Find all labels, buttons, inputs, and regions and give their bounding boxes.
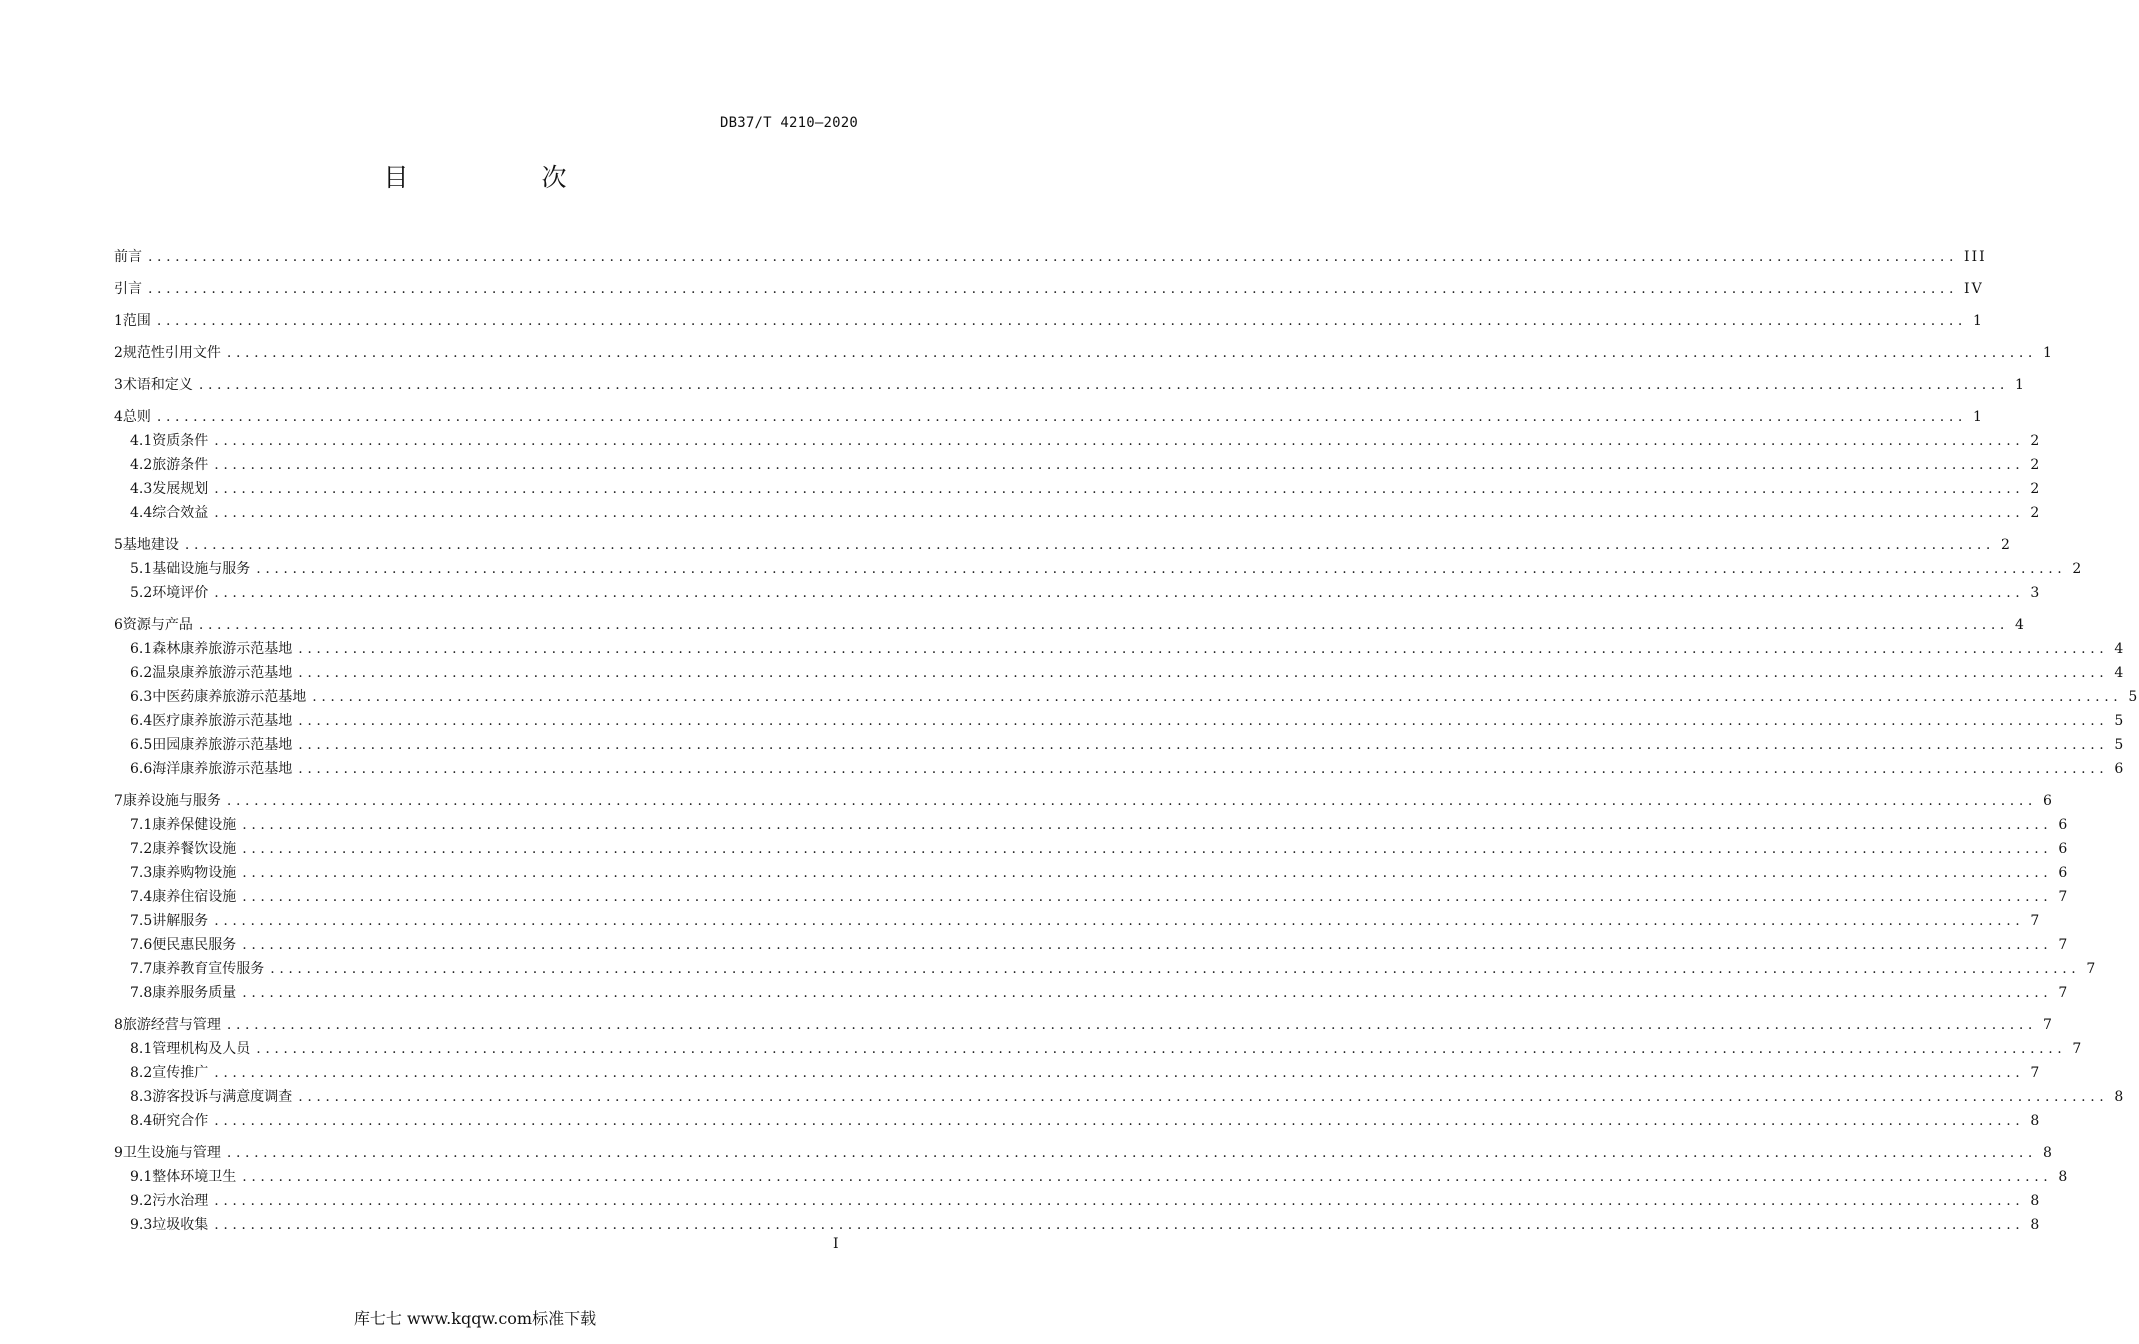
toc-entry-page: 6 bbox=[2058, 817, 2070, 833]
toc-subentry[interactable] bbox=[130, 478, 2042, 500]
toc-dot-leader: ........................................................................................................................................................................................................ bbox=[214, 1193, 2025, 1209]
toc-entry-label: 管理机构及人员 bbox=[152, 1041, 251, 1057]
toc-subentry[interactable] bbox=[130, 662, 2126, 684]
toc-entry-number: 6.5 bbox=[130, 737, 153, 753]
toc-entry-label: 康养住宿设施 bbox=[152, 889, 237, 905]
toc-entry-label: 规范性引用文件 bbox=[122, 345, 221, 361]
toc-entry-number: 4.4 bbox=[130, 505, 153, 521]
toc-subentry[interactable] bbox=[130, 814, 2070, 836]
toc-entry[interactable] bbox=[114, 342, 2054, 364]
toc-dot-leader: ........................................................................................................................................................................................................ bbox=[242, 937, 2053, 953]
toc-entry-label: 森林康养旅游示范基地 bbox=[152, 641, 293, 657]
toc-subentry[interactable] bbox=[130, 430, 2042, 452]
footer-watermark-text: 库七七 www.kqqw.com标准下载 bbox=[353, 1309, 597, 1328]
toc-dot-leader: ........................................................................................................................................................................................................ bbox=[214, 585, 2025, 601]
toc-dot-leader: ........................................................................................................................................................................................................ bbox=[214, 1217, 2025, 1233]
toc-entry-label: 整体环境卫生 bbox=[152, 1169, 237, 1185]
toc-entry-number: 7.2 bbox=[130, 841, 153, 857]
toc-entry-number: 6.3 bbox=[130, 689, 153, 705]
toc-entry-number: 4 bbox=[114, 409, 123, 425]
toc-entry-page: 6 bbox=[2058, 841, 2070, 857]
toc-entry-number: 6.1 bbox=[130, 641, 153, 657]
toc-dot-leader: ........................................................................................................................................................................................................ bbox=[242, 865, 2053, 881]
toc-subentry[interactable] bbox=[130, 1110, 2042, 1132]
toc-entry-label: 前言 bbox=[114, 249, 142, 265]
toc-entry-number: 8 bbox=[114, 1017, 123, 1033]
toc-dot-leader: ........................................................................................................................................................................................................ bbox=[156, 313, 1967, 329]
toc-subentry[interactable] bbox=[130, 838, 2070, 860]
toc-entry-page: 8 bbox=[2030, 1217, 2042, 1233]
toc-dot-leader: ........................................................................................................................................................................................................ bbox=[226, 345, 2037, 361]
toc-entry-number: 9.1 bbox=[130, 1169, 153, 1185]
toc-entry-number: 8.3 bbox=[130, 1089, 153, 1105]
toc-entry-page: 2 bbox=[2030, 481, 2042, 497]
toc-entry-label: 总则 bbox=[122, 409, 151, 425]
toc-entry-label: 卫生设施与管理 bbox=[122, 1145, 221, 1161]
toc-entry-page: 8 bbox=[2114, 1089, 2126, 1105]
toc-dot-leader: ........................................................................................................................................................................................................ bbox=[298, 737, 2109, 753]
toc-entry-number: 9.2 bbox=[130, 1193, 153, 1209]
toc-entry-label: 垃圾收集 bbox=[152, 1217, 209, 1233]
toc-entry-label: 旅游条件 bbox=[152, 457, 209, 473]
toc-entry[interactable] bbox=[114, 614, 2026, 636]
toc-entry-label: 资源与产品 bbox=[122, 617, 193, 633]
toc-dot-leader: ........................................................................................................................................................................................................ bbox=[214, 481, 2025, 497]
toc-entry-page: 4 bbox=[2014, 617, 2026, 633]
toc-dot-leader: ........................................................................................................................................................................................................ bbox=[270, 961, 2081, 977]
toc-entry-label: 讲解服务 bbox=[152, 913, 209, 929]
toc-dot-leader: ........................................................................................................................................................................................................ bbox=[156, 409, 1967, 425]
toc-entry-number: 3 bbox=[114, 377, 123, 393]
toc-dot-leader: ........................................................................................................................................................................................................ bbox=[214, 433, 2025, 449]
toc-subentry[interactable] bbox=[130, 502, 2042, 524]
toc-subentry[interactable] bbox=[130, 734, 2126, 756]
toc-subentry[interactable] bbox=[130, 1214, 2042, 1236]
toc-entry-page: 5 bbox=[2114, 713, 2126, 729]
toc-dot-leader: ........................................................................................................................................................................................................ bbox=[214, 1113, 2025, 1129]
toc-entry-label: 康养购物设施 bbox=[152, 865, 237, 881]
toc-entry-page: 1 bbox=[1972, 313, 1984, 329]
toc-entry-page: 8 bbox=[2030, 1193, 2042, 1209]
toc-entry-page: 2 bbox=[2030, 433, 2042, 449]
toc-entry-page: 8 bbox=[2058, 1169, 2070, 1185]
toc-dot-leader: ........................................................................................................................................................................................................ bbox=[214, 913, 2025, 929]
toc-subentry[interactable] bbox=[130, 1062, 2042, 1084]
toc-entry-number: 6.4 bbox=[130, 713, 153, 729]
toc-entry-number: 6.6 bbox=[130, 761, 153, 777]
toc-subentry[interactable] bbox=[130, 758, 2126, 780]
toc-entry[interactable] bbox=[114, 278, 1984, 300]
toc-entry-page: 5 bbox=[2114, 737, 2126, 753]
toc-entry[interactable] bbox=[114, 310, 1984, 332]
toc-entry-label: 资质条件 bbox=[152, 433, 209, 449]
toc-entry[interactable] bbox=[114, 246, 1987, 268]
toc-entry-number: 6 bbox=[114, 617, 123, 633]
toc-subentry[interactable] bbox=[130, 454, 2042, 476]
toc-dot-leader: ........................................................................................................................................................................................................ bbox=[242, 889, 2053, 905]
toc-subentry[interactable] bbox=[130, 934, 2070, 956]
toc-subentry[interactable] bbox=[130, 1038, 2084, 1060]
toc-entry-number: 5.1 bbox=[130, 561, 153, 577]
toc-entry-label: 宣传推广 bbox=[152, 1065, 209, 1081]
toc-dot-leader: ........................................................................................................................................................................................................ bbox=[312, 689, 2123, 705]
toc-entry-page: 1 bbox=[2042, 345, 2054, 361]
toc-entry-label: 康养教育宣传服务 bbox=[152, 961, 265, 977]
toc-entry-page: IV bbox=[1964, 281, 1984, 297]
toc-entry-number: 7.5 bbox=[130, 913, 153, 929]
toc-entry-label: 便民惠民服务 bbox=[152, 937, 237, 953]
toc-dot-leader: ........................................................................................................................................................................................................ bbox=[256, 1041, 2067, 1057]
toc-entry-page: 7 bbox=[2042, 1017, 2054, 1033]
toc-subentry[interactable] bbox=[130, 1190, 2042, 1212]
toc-entry-number: 2 bbox=[114, 345, 123, 361]
toc-entry-page: 7 bbox=[2058, 937, 2070, 953]
toc-entry-page: 8 bbox=[2042, 1145, 2054, 1161]
toc-entry-label: 温泉康养旅游示范基地 bbox=[152, 665, 293, 681]
toc-entry-page: 7 bbox=[2030, 913, 2042, 929]
toc-entry-number: 1 bbox=[114, 313, 123, 329]
toc-entry-label: 基础设施与服务 bbox=[152, 561, 251, 577]
toc-dot-leader: ........................................................................................................................................................................................................ bbox=[226, 1145, 2037, 1161]
toc-dot-leader: ........................................................................................................................................................................................................ bbox=[298, 665, 2109, 681]
toc-dot-leader: ........................................................................................................................................................................................................ bbox=[184, 537, 1995, 553]
toc-dot-leader: ........................................................................................................................................................................................................ bbox=[242, 1169, 2053, 1185]
toc-entry-page: 2 bbox=[2030, 505, 2042, 521]
toc-entry-label: 环境评价 bbox=[152, 585, 209, 601]
toc-entry-label: 旅游经营与管理 bbox=[122, 1017, 221, 1033]
toc-dot-leader: ........................................................................................................................................................................................................ bbox=[256, 561, 2067, 577]
toc-entry-label: 基地建设 bbox=[122, 537, 179, 553]
toc-entry-number: 7.3 bbox=[130, 865, 153, 881]
toc-entry-page: 1 bbox=[1972, 409, 1984, 425]
toc-entry-page: 7 bbox=[2058, 889, 2070, 905]
toc-subentry[interactable] bbox=[130, 638, 2126, 660]
toc-subentry[interactable] bbox=[130, 686, 2139, 708]
toc-entry-number: 8.2 bbox=[130, 1065, 153, 1081]
toc-entry-number: 7.7 bbox=[130, 961, 153, 977]
toc-dot-leader: ........................................................................................................................................................................................................ bbox=[214, 1065, 2025, 1081]
toc-entry-number: 7.1 bbox=[130, 817, 153, 833]
toc-entry-label: 海洋康养旅游示范基地 bbox=[152, 761, 293, 777]
toc-entry[interactable] bbox=[114, 790, 2054, 812]
toc-entry-page: 2 bbox=[2030, 457, 2042, 473]
toc-dot-leader: ........................................................................................................................................................................................................ bbox=[298, 713, 2109, 729]
toc-subentry[interactable] bbox=[130, 558, 2084, 580]
toc-entry[interactable] bbox=[114, 374, 2026, 396]
toc-subentry[interactable] bbox=[130, 982, 2070, 1004]
toc-entry-page: 7 bbox=[2030, 1065, 2042, 1081]
toc-dot-leader: ........................................................................................................................................................................................................ bbox=[214, 457, 2025, 473]
toc-entry-number: 9 bbox=[114, 1145, 123, 1161]
toc-subentry[interactable] bbox=[130, 710, 2126, 732]
toc-subentry[interactable] bbox=[130, 886, 2070, 908]
toc-entry-page: 7 bbox=[2058, 985, 2070, 1001]
toc-entry-page: 7 bbox=[2086, 961, 2098, 977]
toc-entry-number: 5.2 bbox=[130, 585, 153, 601]
toc-entry-page: 4 bbox=[2114, 641, 2126, 657]
toc-entry-label: 医疗康养旅游示范基地 bbox=[152, 713, 293, 729]
toc-entry-page: 5 bbox=[2128, 689, 2139, 705]
toc-entry-number: 7.4 bbox=[130, 889, 153, 905]
toc-entry-page: 6 bbox=[2042, 793, 2054, 809]
toc-dot-leader: ........................................................................................................................................................................................................ bbox=[298, 761, 2109, 777]
toc-entry-page: 3 bbox=[2030, 585, 2042, 601]
toc-entry-page: 8 bbox=[2030, 1113, 2042, 1129]
toc-entry-page: III bbox=[1964, 249, 1987, 265]
toc-entry[interactable] bbox=[114, 1014, 2054, 1036]
toc-dot-leader: ........................................................................................................................................................................................................ bbox=[242, 817, 2053, 833]
toc-dot-leader: ........................................................................................................................................................................................................ bbox=[214, 505, 2025, 521]
toc-entry-label: 康养保健设施 bbox=[152, 817, 237, 833]
toc-entry-page: 6 bbox=[2058, 865, 2070, 881]
toc-entry-label: 研究合作 bbox=[152, 1113, 209, 1129]
toc-entry-number: 4.3 bbox=[130, 481, 153, 497]
toc-entry-label: 康养餐饮设施 bbox=[152, 841, 237, 857]
toc-entry-number: 9.3 bbox=[130, 1217, 153, 1233]
toc-entry-label: 田园康养旅游示范基地 bbox=[152, 737, 293, 753]
toc-entry[interactable] bbox=[114, 1142, 2054, 1164]
toc-entry-page: 2 bbox=[2072, 561, 2084, 577]
toc-entry[interactable] bbox=[114, 534, 2012, 556]
toc-subentry[interactable] bbox=[130, 958, 2098, 980]
document-code: DB37/T 4210—2020 bbox=[719, 115, 858, 131]
toc-entry-number: 8.4 bbox=[130, 1113, 153, 1129]
toc-entry-label: 发展规划 bbox=[152, 481, 209, 497]
toc-dot-leader: ........................................................................................................................................................................................................ bbox=[198, 617, 2009, 633]
toc-entry-page: 1 bbox=[2014, 377, 2026, 393]
toc-entry-number: 6.2 bbox=[130, 665, 153, 681]
page-title: 目 次 bbox=[383, 163, 621, 192]
toc-entry-number: 7 bbox=[114, 793, 123, 809]
toc-entry[interactable] bbox=[114, 406, 1984, 428]
toc-subentry[interactable] bbox=[130, 910, 2042, 932]
toc-entry-number: 5 bbox=[114, 537, 123, 553]
toc-dot-leader: ........................................................................................................................................................................................................ bbox=[226, 1017, 2037, 1033]
toc-entry-number: 4.1 bbox=[130, 433, 153, 449]
toc-entry-label: 污水治理 bbox=[152, 1193, 209, 1209]
toc-entry-label: 范围 bbox=[122, 313, 151, 329]
toc-entry-label: 引言 bbox=[114, 281, 142, 297]
toc-dot-leader: ........................................................................................................................................................................................................ bbox=[226, 793, 2037, 809]
toc-entry-label: 游客投诉与满意度调查 bbox=[152, 1089, 293, 1105]
toc-dot-leader: ........................................................................................................................................................................................................ bbox=[148, 281, 1959, 297]
toc-entry-page: 7 bbox=[2072, 1041, 2084, 1057]
page-number: I bbox=[833, 1236, 839, 1252]
toc-entry-label: 术语和定义 bbox=[122, 377, 193, 393]
toc-entry-label: 康养设施与服务 bbox=[122, 793, 221, 809]
toc-subentry[interactable] bbox=[130, 582, 2042, 604]
toc-dot-leader: ........................................................................................................................................................................................................ bbox=[298, 1089, 2109, 1105]
toc-dot-leader: ........................................................................................................................................................................................................ bbox=[298, 641, 2109, 657]
toc-entry-label: 康养服务质量 bbox=[152, 985, 237, 1001]
toc-subentry[interactable] bbox=[130, 1086, 2126, 1108]
toc-entry-number: 8.1 bbox=[130, 1041, 153, 1057]
toc-dot-leader: ........................................................................................................................................................................................................ bbox=[242, 841, 2053, 857]
toc-entry-page: 4 bbox=[2114, 665, 2126, 681]
toc-subentry[interactable] bbox=[130, 862, 2070, 884]
toc-entry-number: 4.2 bbox=[130, 457, 153, 473]
toc-entry-page: 2 bbox=[2000, 537, 2012, 553]
toc-entry-page: 6 bbox=[2114, 761, 2126, 777]
toc-entry-number: 7.8 bbox=[130, 985, 153, 1001]
toc-entry-number: 7.6 bbox=[130, 937, 153, 953]
toc-dot-leader: ........................................................................................................................................................................................................ bbox=[242, 985, 2053, 1001]
toc-subentry[interactable] bbox=[130, 1166, 2070, 1188]
toc-entry-label: 综合效益 bbox=[152, 505, 209, 521]
toc-entry-label: 中医药康养旅游示范基地 bbox=[152, 689, 307, 705]
toc-dot-leader: ........................................................................................................................................................................................................ bbox=[198, 377, 2009, 393]
toc-dot-leader: ........................................................................................................................................................................................................ bbox=[148, 249, 1959, 265]
